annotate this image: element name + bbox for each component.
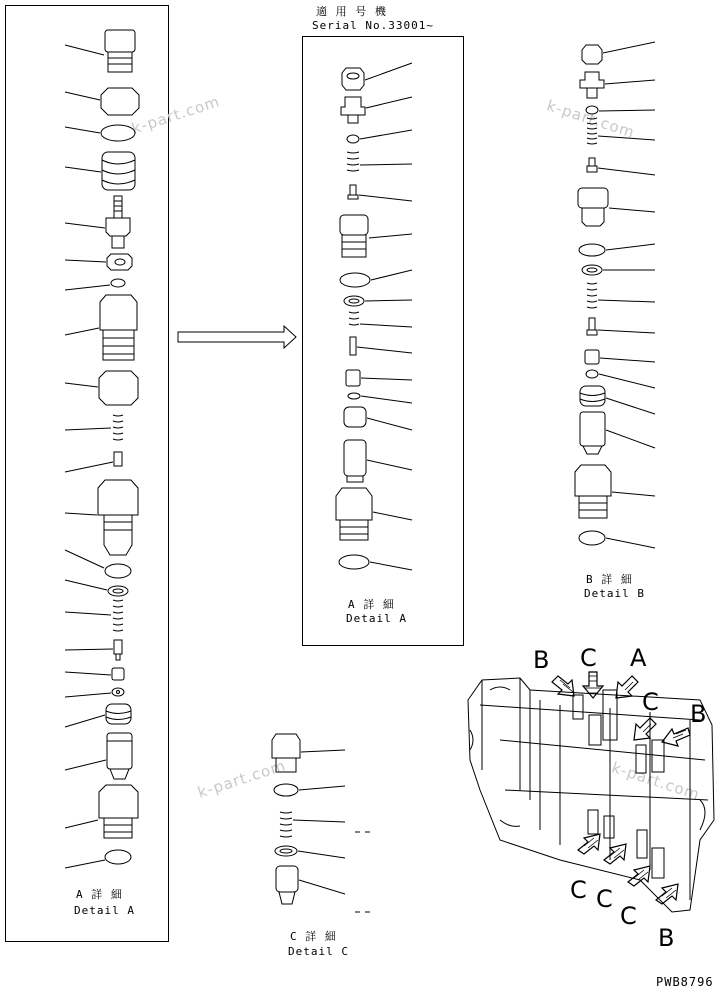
detail-a-mid-jp: A 詳 細	[348, 598, 395, 611]
mid-parts	[336, 63, 412, 570]
callout-bottom-c2: C	[596, 885, 613, 913]
callout-top-a: A	[630, 644, 647, 672]
callout-top-b: B	[533, 646, 550, 674]
watermark-1: k-part.com	[129, 92, 223, 138]
part-oring-1	[65, 125, 135, 141]
part-washer-1	[65, 254, 132, 270]
watermark-3: k-part.com	[195, 756, 289, 802]
part-ball-1	[65, 279, 125, 290]
callout-right-c: C	[642, 688, 659, 716]
part-oring-2	[65, 550, 131, 578]
watermark-2: k-part.com	[544, 96, 638, 142]
drawing-code: PWB8796	[656, 975, 714, 989]
part-oring-3	[65, 850, 131, 868]
detail-b-parts	[575, 42, 655, 548]
detail-a-left-en: Detail A	[74, 904, 135, 917]
part-valve-stem	[65, 196, 130, 248]
callout-right-b: B	[690, 700, 707, 728]
control-valve-assembly	[468, 678, 714, 912]
part-cap-1	[65, 704, 131, 727]
detail-a-left-jp: A 詳 細	[76, 888, 123, 901]
part-spring-1	[65, 415, 123, 440]
callout-bottom-c3: C	[620, 902, 637, 930]
detail-b-en: Detail B	[584, 587, 645, 600]
part-seal-1	[65, 580, 128, 596]
transition-arrow	[178, 326, 296, 348]
watermark-4: k-part.com	[609, 758, 703, 804]
callout-top-c: C	[580, 644, 597, 672]
part-washer-2	[65, 688, 124, 697]
part-sleeve-1	[65, 668, 124, 680]
part-body-3	[65, 785, 138, 838]
detail-c-jp: C 詳 細	[290, 930, 337, 943]
callout-bottom-b: B	[658, 924, 675, 952]
applicable-header-jp: 適 用 号 機	[316, 5, 387, 18]
part-body-1	[65, 295, 137, 360]
detail-c-parts	[272, 734, 370, 912]
part-piston-1	[65, 733, 132, 779]
part-body-2	[65, 480, 138, 555]
part-plug-top	[65, 30, 135, 72]
detail-b-jp: B 詳 細	[586, 573, 633, 586]
detail-a-mid-en: Detail A	[346, 612, 407, 625]
applicable-serial: Serial No.33001~	[312, 19, 434, 32]
part-spring-2	[65, 600, 123, 631]
part-pin-2	[65, 640, 122, 660]
part-nut	[65, 88, 139, 115]
detail-c-en: Detail C	[288, 945, 349, 958]
part-pin-1	[65, 452, 122, 472]
part-nut-2	[65, 371, 138, 405]
callout-bottom-c1: C	[570, 876, 587, 904]
part-spring-cap	[65, 152, 135, 190]
